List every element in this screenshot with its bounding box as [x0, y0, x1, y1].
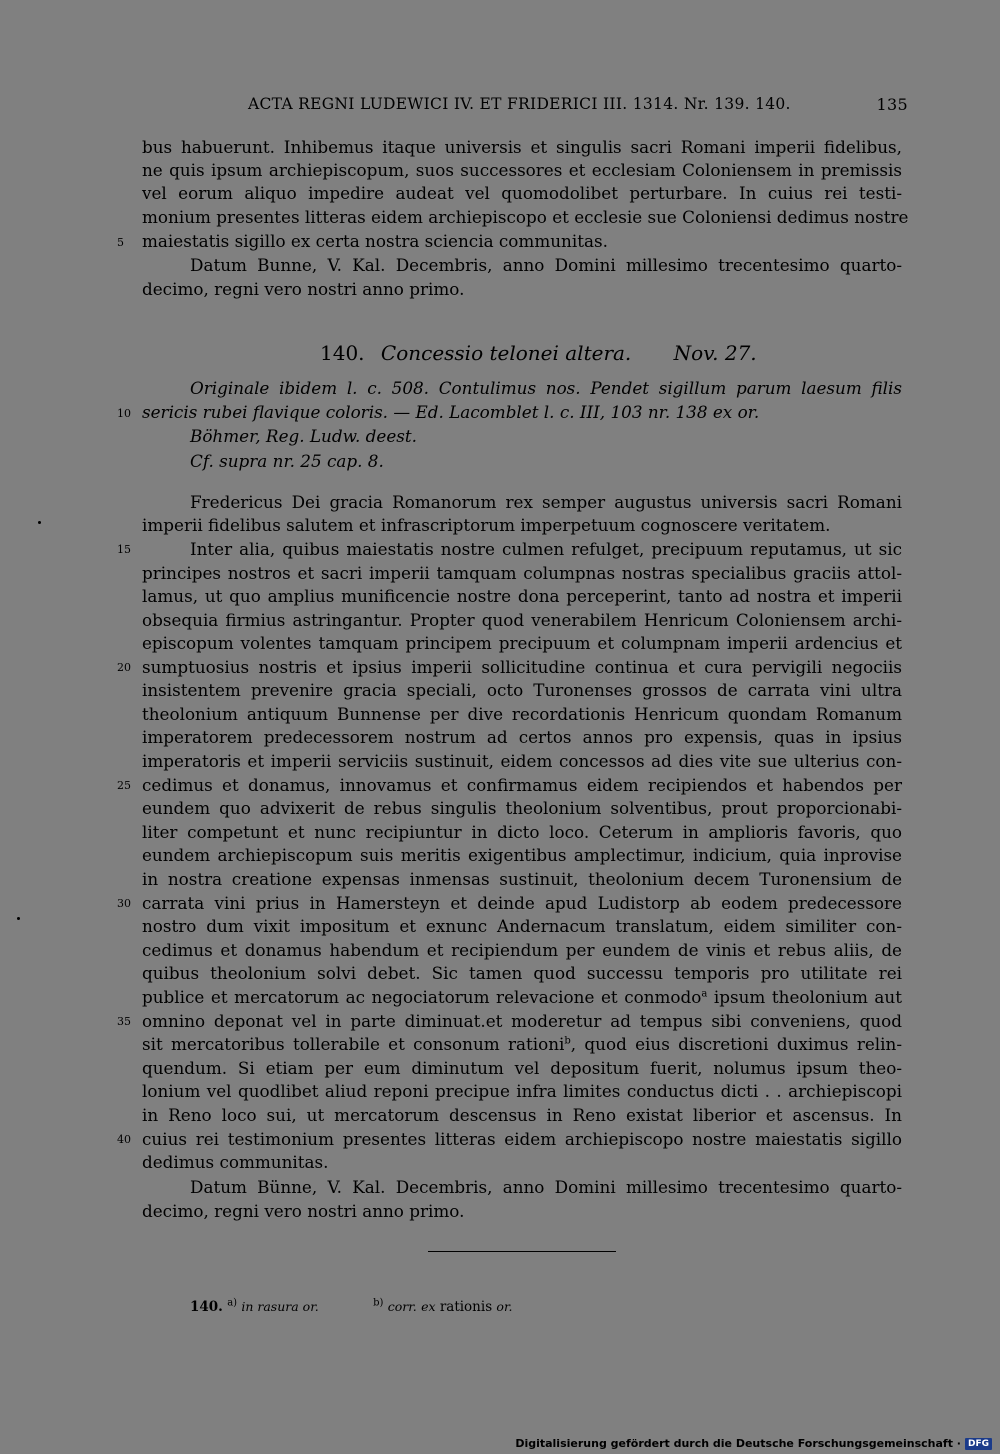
datum-line: decimo, regni vero nostri anno primo.	[142, 279, 465, 299]
text-line: insistentem prevenire gracia speciali, octo Turonenses grossos de carrata vini ultra	[142, 680, 902, 700]
datum-line: decimo, regni vero nostri anno primo.	[142, 1201, 465, 1221]
text-line: Inter alia, quibus maiestatis nostre culmen refulget, precipuum reputamus, ut sic	[190, 539, 902, 559]
text-line: vel eorum aliquo impedire audeat vel quomodolibet perturbare. In cuius rei testi-	[142, 183, 902, 203]
text-line: imperii fidelibus salutem et infrascriptorum imperpetuum cognoscere veritatem.	[142, 515, 831, 535]
text-line: monium presentes litteras eidem archiepiscopo et ecclesie sue Coloniensi dedimus nostre	[142, 207, 909, 227]
text-segment: ipsum theolonium aut	[713, 987, 902, 1007]
footnote-b-text: ex	[421, 1299, 436, 1314]
text-line: cedimus et donamus, innovamus et confirmamus eidem recipiendos et habendos per	[142, 775, 902, 795]
text-line: ne quis ipsum archiepiscopum, suos successores et ecclesiam Coloniensem in premissis	[142, 160, 902, 180]
line-number: 25	[117, 779, 131, 792]
text-line: imperatorem predecessorem nostrum ad certos annos pro expensis, quas in ipsius	[142, 727, 902, 747]
text-line: eundem archiepiscopum suis meritis exigentibus amplectimur, indicium, quia inprovise	[142, 845, 902, 865]
footnote-number: 140.	[190, 1299, 223, 1315]
text-line: principes nostros et sacri imperii tamquam columpnas nostras specialibus graciis attol-	[142, 563, 902, 583]
line-number: 15	[117, 543, 131, 556]
footnote-rule	[428, 1251, 616, 1252]
text-line: in Reno loco sui, ut mercatorum descensus in Reno existat liberior et ascensus. In	[142, 1105, 902, 1125]
line-number: 10	[117, 407, 131, 420]
document-date: Nov. 27.	[673, 341, 757, 365]
running-header	[248, 95, 908, 113]
text-line: theolonium antiquum Bunnense per dive recordationis Henricum quondam Romanum	[142, 704, 902, 724]
datum-line: Datum Bunne, V. Kal. Decembris, anno Domini millesimo trecentesimo quarto-	[190, 255, 902, 275]
footnote-a-text: in rasura or.	[241, 1299, 319, 1314]
document-number: 140.	[320, 341, 365, 365]
digitization-credit	[515, 1437, 992, 1450]
text-line: imperatoris et imperii serviciis sustinuit, eidem concessos ad dies vite sue ulterius con-	[142, 751, 902, 771]
text-line: sumptuosius nostris et ipsius imperii sollicitudine continua et cura pervigili negociis	[142, 657, 902, 677]
apparatus-line: Böhmer, Reg. Ludw. deest.	[190, 426, 417, 446]
running-title: ACTA REGNI LUDEWICI IV. ET FRIDERICI III. 1314. Nr. 139. 140.	[248, 95, 791, 113]
line-number: 5	[117, 236, 124, 249]
document-heading: Concessio telonei altera.	[380, 341, 632, 365]
text-line: lonium vel quodlibet aliud reponi precipue infra limites conductus dicti . . archiepiscopi	[142, 1081, 902, 1101]
apparatus-line: Cf. supra nr. 25 cap. 8.	[190, 451, 384, 471]
credit-text: Digitalisierung gefördert durch die Deutsche Forschungsgemeinschaft ·	[515, 1437, 961, 1450]
text-line: obsequia firmius astringantur. Propter quod venerabilem Henricum Coloniensem archi-	[142, 610, 902, 630]
dfg-logo: DFG	[965, 1438, 992, 1450]
text-line: omnino deponat vel in parte diminuat.et moderetur ad tempus sibi conveniens, quod	[142, 1011, 902, 1031]
apparatus-line: Originale ibidem l. c. 508. Contulimus nos. Pendet sigillum parum laesum filis	[190, 378, 902, 398]
text-line: quendum. Si etiam per eum diminutum vel depositum fuerit, nolumus ipsum theo-	[142, 1058, 902, 1078]
text-line: lamus, ut quo amplius munificencie nostre dona perceperint, tanto ad nostra et imperii	[142, 586, 902, 606]
text-line: dedimus communitas.	[142, 1152, 329, 1172]
text-line: cuius rei testimonium presentes litteras eidem archiepiscopo nostre maiestatis sigillo	[142, 1129, 902, 1149]
footnotes	[190, 1299, 513, 1315]
text-segment: publice et mercatorum ac negociatorum relevacione et conmodo	[142, 987, 702, 1007]
footnote-b	[373, 1299, 512, 1315]
document-title	[320, 341, 757, 365]
line-number: 35	[117, 1015, 131, 1028]
text-line: in nostra creatione expensas inmensas sustinuit, theolonium decem Turonensium de	[142, 869, 902, 889]
text-segment: , quod eius discretioni duximus relin-	[570, 1034, 902, 1054]
footnote-mark-b: b	[564, 1035, 571, 1047]
text-line: maiestatis sigillo ex certa nostra sciencia communitas.	[142, 231, 608, 251]
text-line: liter competunt et nunc recipiuntur in dicto loco. Ceterum in amplioris favoris, quo	[142, 822, 902, 842]
line-number: 20	[117, 661, 131, 674]
footnote-a-mark: a)	[227, 1297, 238, 1309]
text-line: cedimus et donamus habendum et recipiendum per eundem de vinis et rebus aliis, de	[142, 940, 902, 960]
text-line: Fredericus Dei gracia Romanorum rex semper augustus universis sacri Romani	[190, 492, 902, 512]
footnote-b-text: corr.	[387, 1299, 417, 1314]
text-line: episcopum volentes tamquam principem precipuum et columpnam imperii ardencius et	[142, 633, 902, 653]
scan-speck	[17, 917, 20, 920]
footnote-mark-a: a	[701, 988, 708, 1000]
page-number: 135	[876, 95, 908, 114]
scan-speck	[38, 521, 41, 524]
footnote-b-text: rationis	[439, 1299, 493, 1315]
footnote-b-mark: b)	[373, 1297, 384, 1309]
text-line: quibus theolonium solvi debet. Sic tamen quod successu temporis pro utilitate rei	[142, 963, 902, 983]
text-line	[142, 986, 902, 1010]
footnote-b-text: or.	[496, 1299, 513, 1314]
line-number: 30	[117, 897, 131, 910]
text-segment: sit mercatoribus tollerabile et consonum rationi	[142, 1034, 565, 1054]
text-line: carrata vini prius in Hamersteyn et deinde apud Ludistorp ab eodem predecessore	[142, 893, 902, 913]
text-line: nostro dum vixit impositum et exnunc Andernacum translatum, eidem similiter con-	[142, 916, 902, 936]
text-line: bus habuerunt. Inhibemus itaque universis et singulis sacri Romani imperii fidelibus,	[142, 137, 902, 157]
text-line: eundem quo advixerit de rebus singulis theolonium solventibus, prout proporcionabi-	[142, 798, 902, 818]
apparatus-line: sericis rubei flavique coloris. — Ed. Lacomblet l. c. III, 103 nr. 138 ex or.	[142, 402, 760, 422]
line-number: 40	[117, 1133, 131, 1146]
text-line	[142, 1033, 902, 1057]
datum-line: Datum Bünne, V. Kal. Decembris, anno Domini millesimo trecentesimo quarto-	[190, 1177, 902, 1197]
